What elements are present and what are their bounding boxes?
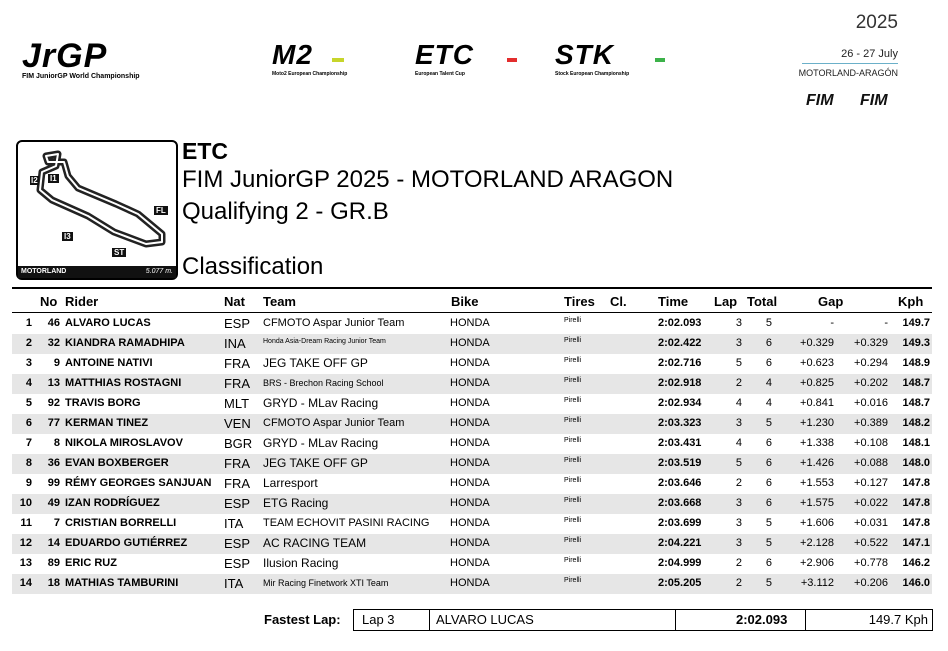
cell-nation: MLT	[224, 396, 250, 411]
cell-bike: HONDA	[450, 337, 490, 349]
cell-gap-leader: -	[830, 317, 834, 329]
track-map	[16, 140, 178, 280]
m2-logo-sub: Moto2 European Championship	[272, 71, 348, 77]
cell-gap-previous: +0.522	[854, 537, 888, 549]
event-circuit: MOTORLAND-ARAGÓN	[798, 68, 898, 78]
cell-team: GRYD - MLav Racing	[263, 436, 379, 450]
cell-tires: Pirelli	[564, 337, 582, 344]
cell-gap-previous: -	[884, 317, 888, 329]
sector-label: I3	[64, 232, 71, 241]
table-row	[12, 434, 932, 454]
cell-position: 7	[25, 437, 32, 449]
cell-position: 14	[19, 577, 32, 589]
cell-number: 99	[47, 477, 60, 489]
cell-gap-leader: +0.841	[800, 397, 834, 409]
cell-tires: Pirelli	[564, 397, 582, 404]
cell-number: 7	[53, 517, 60, 529]
cell-gap-leader: +1.606	[800, 517, 834, 529]
cell-bike: HONDA	[450, 517, 490, 529]
etc-logo-text: ETC	[415, 39, 474, 70]
cell-tires: Pirelli	[564, 577, 582, 584]
cell-number: 9	[53, 357, 60, 369]
cell-gap-leader: +0.329	[800, 337, 834, 349]
table-row	[12, 414, 932, 434]
cell-time: 2:04.221	[658, 537, 702, 549]
cell-lap: 3	[735, 417, 742, 429]
col-bike: Bike	[451, 294, 479, 309]
table-row	[12, 334, 932, 354]
cell-gap-previous: +0.389	[854, 417, 888, 429]
cell-nation: FRA	[224, 456, 250, 471]
cell-number: 13	[47, 377, 60, 389]
cell-number: 8	[53, 437, 60, 449]
cell-speed: 147.1	[902, 537, 930, 549]
col-cl: Cl.	[610, 294, 627, 309]
table-row	[12, 314, 932, 334]
m2-accent	[332, 58, 344, 62]
sector-label: I2	[31, 176, 38, 185]
cell-nation: ESP	[224, 316, 251, 331]
cell-position: 9	[25, 477, 32, 489]
cell-rider: ERIC RUZ	[65, 557, 117, 569]
map-circuit-name: MOTORLAND	[21, 268, 67, 275]
cell-lap: 3	[735, 497, 742, 509]
session-title: Qualifying 2 - GR.B	[182, 198, 389, 225]
stk-logo-sub: Stock European Championship	[555, 71, 630, 77]
cell-gap-previous: +0.206	[854, 577, 888, 589]
cell-tires: Pirelli	[564, 517, 582, 524]
cell-gap-leader: +1.230	[800, 417, 834, 429]
classification-title: Classification	[182, 253, 324, 280]
cell-tires: Pirelli	[564, 497, 582, 504]
map-length: 5.077 m.	[145, 268, 173, 275]
cell-team: JEG TAKE OFF GP	[263, 456, 368, 470]
header-rule	[802, 63, 898, 64]
cell-number: 46	[47, 317, 60, 329]
cell-time: 2:05.205	[658, 577, 702, 589]
cell-lap: 2	[735, 477, 742, 489]
cell-total: 6	[765, 497, 772, 509]
cell-time: 2:03.323	[658, 417, 702, 429]
table-header-rule	[12, 312, 932, 313]
col-tires: Tires	[564, 294, 595, 309]
cell-time: 2:02.918	[658, 377, 702, 389]
fastest-lap-label: Fastest Lap:	[264, 612, 341, 627]
cell-number: 18	[47, 577, 60, 589]
table-row	[12, 554, 932, 574]
cell-gap-leader: +1.575	[800, 497, 834, 509]
cell-time: 2:03.668	[658, 497, 702, 509]
cell-team: Honda Asia-Dream Racing Junior Team	[263, 338, 386, 345]
cell-number: 14	[47, 537, 60, 549]
cup-title: ETC	[182, 138, 228, 164]
cell-lap: 5	[735, 457, 742, 469]
cell-rider: ANTOINE NATIVI	[65, 357, 153, 369]
fastest-lap-speed: 149.7 Kph	[868, 612, 928, 627]
cell-nation: FRA	[224, 356, 250, 371]
cell-bike: HONDA	[450, 457, 490, 469]
cell-gap-leader: +0.623	[800, 357, 834, 369]
cell-time: 2:03.519	[658, 457, 702, 469]
fastest-lap-box	[353, 609, 933, 631]
cell-speed: 149.7	[902, 317, 930, 329]
cell-tires: Pirelli	[564, 477, 582, 484]
cell-number: 77	[47, 417, 60, 429]
cell-gap-leader: +2.128	[800, 537, 834, 549]
cell-team: TEAM ECHOVIT PASINI RACING	[263, 517, 430, 529]
fim-europe-logo: FIM	[860, 92, 888, 109]
cell-speed: 148.7	[902, 397, 930, 409]
fastest-lap-number: Lap 3	[362, 612, 395, 627]
cell-position: 3	[25, 357, 32, 369]
cell-team: Mir Racing Finetwork XTI Team	[263, 578, 389, 588]
cell-speed: 147.8	[902, 477, 930, 489]
cell-rider: MATHIAS TAMBURINI	[65, 577, 179, 589]
cell-rider: NIKOLA MIROSLAVOV	[65, 437, 183, 449]
col-lap: Lap	[714, 294, 738, 309]
cell-number: 92	[47, 397, 60, 409]
cell-nation: VEN	[224, 416, 251, 431]
cell-speed: 148.2	[902, 417, 930, 429]
cell-bike: HONDA	[450, 557, 490, 569]
cell-bike: HONDA	[450, 477, 490, 489]
cell-total: 5	[765, 517, 772, 529]
cell-gap-previous: +0.202	[854, 377, 888, 389]
table-row	[12, 574, 932, 594]
col-team: Team	[263, 294, 296, 309]
cell-lap: 2	[735, 557, 742, 569]
cell-tires: Pirelli	[564, 417, 582, 424]
cell-rider: EDUARDO GUTIÉRREZ	[65, 537, 188, 549]
col-rider: Rider	[65, 294, 99, 309]
cell-speed: 148.9	[902, 357, 930, 369]
m2-logo	[272, 39, 382, 77]
cell-nation: FRA	[224, 476, 250, 491]
cell-rider: RÉMY GEORGES SANJUAN	[65, 477, 212, 489]
cell-lap: 5	[735, 357, 742, 369]
cell-lap: 4	[735, 437, 742, 449]
cell-gap-previous: +0.088	[854, 457, 888, 469]
cell-lap: 2	[735, 577, 742, 589]
cell-speed: 148.7	[902, 377, 930, 389]
cell-rider: CRISTIAN BORRELLI	[65, 517, 177, 529]
cell-bike: HONDA	[450, 577, 490, 589]
cell-team: CFMOTO Aspar Junior Team	[263, 417, 405, 429]
fastest-lap-time: 2:02.093	[736, 612, 788, 627]
col-gap: Gap	[818, 294, 844, 309]
cell-total: 4	[765, 397, 772, 409]
cell-gap-previous: +0.127	[854, 477, 888, 489]
cell-lap: 3	[735, 517, 742, 529]
col-kph: Kph	[898, 294, 924, 309]
cell-position: 11	[20, 517, 32, 529]
cell-total: 4	[765, 377, 772, 389]
cell-team: CFMOTO Aspar Junior Team	[263, 317, 405, 329]
cell-gap-previous: +0.016	[854, 397, 888, 409]
cell-number: 36	[47, 457, 60, 469]
cell-rider: EVAN BOXBERGER	[65, 457, 169, 469]
cell-speed: 148.1	[902, 437, 930, 449]
cell-position: 8	[25, 457, 32, 469]
cell-total: 5	[765, 417, 772, 429]
cell-team: JEG TAKE OFF GP	[263, 356, 368, 370]
table-row	[12, 354, 932, 374]
cell-team: GRYD - MLav Racing	[263, 396, 379, 410]
cell-position: 12	[19, 537, 32, 549]
cell-tires: Pirelli	[564, 457, 582, 464]
event-dates: 26 - 27 July	[841, 48, 898, 60]
cell-gap-leader: +1.553	[800, 477, 834, 489]
cell-nation: ITA	[224, 576, 244, 591]
col-no: No	[40, 294, 58, 309]
fastest-lap-divider	[429, 610, 430, 630]
cell-team: ETG Racing	[263, 496, 329, 510]
cell-rider: KIANDRA RAMADHIPA	[65, 337, 185, 349]
cell-time: 2:02.093	[658, 317, 702, 329]
sector-label: ST	[114, 248, 125, 257]
cell-bike: HONDA	[450, 397, 490, 409]
col-total: Total	[747, 294, 778, 309]
cell-position: 2	[25, 337, 32, 349]
cell-total: 5	[765, 317, 772, 329]
cell-rider: IZAN RODRÍGUEZ	[65, 497, 160, 509]
stk-logo	[555, 39, 675, 77]
cell-time: 2:02.716	[658, 357, 702, 369]
cell-speed: 147.8	[902, 517, 930, 529]
cell-rider: KERMAN TINEZ	[65, 417, 149, 429]
cell-team: Larresport	[263, 476, 318, 490]
cell-gap-leader: +1.426	[800, 457, 834, 469]
cell-number: 32	[47, 337, 60, 349]
cell-nation: ESP	[224, 496, 251, 511]
table-top-rule	[12, 287, 932, 289]
etc-accent	[507, 58, 517, 62]
cell-team: AC RACING TEAM	[263, 536, 367, 550]
stk-logo-text: STK	[555, 39, 614, 70]
fastest-lap-divider	[675, 610, 676, 630]
cell-gap-previous: +0.108	[854, 437, 888, 449]
table-header	[12, 294, 932, 312]
jrgp-logo	[22, 37, 202, 80]
table-row	[12, 374, 932, 394]
cell-gap-previous: +0.778	[854, 557, 888, 569]
cell-total: 6	[765, 457, 772, 469]
table-row	[12, 494, 932, 514]
cell-tires: Pirelli	[564, 557, 582, 564]
fastest-lap-rider: ALVARO LUCAS	[436, 612, 534, 627]
cell-gap-leader: +2.906	[800, 557, 834, 569]
etc-logo-sub: European Talent Cup	[415, 71, 465, 77]
cell-time: 2:03.646	[658, 477, 702, 489]
cell-total: 6	[765, 437, 772, 449]
cell-number: 49	[47, 497, 60, 509]
cell-position: 13	[19, 557, 32, 569]
event-year: 2025	[855, 12, 898, 33]
cell-nation: ESP	[224, 536, 251, 551]
m2-logo-text: M2	[272, 39, 313, 70]
etc-logo	[415, 39, 525, 77]
cell-nation: INA	[224, 336, 246, 351]
cell-total: 5	[765, 537, 772, 549]
cell-tires: Pirelli	[564, 377, 582, 384]
track-outline-icon	[18, 142, 176, 264]
event-title: FIM JuniorGP 2025 - MOTORLAND ARAGON	[182, 166, 674, 193]
cell-position: 6	[25, 417, 32, 429]
col-time: Time	[658, 294, 689, 309]
cell-speed: 146.0	[902, 577, 930, 589]
cell-bike: HONDA	[450, 437, 490, 449]
cell-lap: 3	[735, 537, 742, 549]
cell-lap: 2	[735, 377, 742, 389]
cell-position: 4	[25, 377, 32, 389]
cell-time: 2:03.699	[658, 517, 702, 529]
cell-team: Ilusion Racing	[263, 556, 339, 570]
sector-label: I1	[50, 174, 57, 183]
cell-time: 2:02.422	[658, 337, 702, 349]
cell-lap: 3	[735, 317, 742, 329]
col-nat: Nat	[224, 294, 245, 309]
cell-bike: HONDA	[450, 417, 490, 429]
cell-gap-previous: +0.022	[854, 497, 888, 509]
cell-speed: 147.8	[902, 497, 930, 509]
jrgp-logo-text: JrGP	[22, 37, 108, 75]
cell-speed: 148.0	[902, 457, 930, 469]
table-row	[12, 394, 932, 414]
cell-number: 89	[47, 557, 60, 569]
table-row	[12, 514, 932, 534]
cell-bike: HONDA	[450, 537, 490, 549]
map-footer	[18, 266, 176, 278]
cell-tires: Pirelli	[564, 437, 582, 444]
cell-bike: HONDA	[450, 377, 490, 389]
cell-position: 1	[25, 317, 32, 329]
cell-gap-previous: +0.294	[854, 357, 888, 369]
cell-gap-leader: +3.112	[800, 577, 834, 589]
table-row	[12, 534, 932, 554]
table-row	[12, 474, 932, 494]
cell-lap: 4	[735, 397, 742, 409]
cell-gap-leader: +0.825	[800, 377, 834, 389]
cell-total: 6	[765, 337, 772, 349]
cell-total: 5	[765, 577, 772, 589]
table-row	[12, 454, 932, 474]
cell-gap-previous: +0.329	[854, 337, 888, 349]
sector-label: FL	[156, 206, 166, 215]
fastest-lap-divider	[805, 610, 806, 630]
cell-bike: HONDA	[450, 357, 490, 369]
cell-tires: Pirelli	[564, 537, 582, 544]
cell-total: 6	[765, 477, 772, 489]
cell-rider: MATTHIAS ROSTAGNI	[65, 377, 182, 389]
cell-rider: ALVARO LUCAS	[65, 317, 151, 329]
stk-accent	[655, 58, 665, 62]
cell-time: 2:04.999	[658, 557, 702, 569]
cell-lap: 3	[735, 337, 742, 349]
cell-nation: ESP	[224, 556, 251, 571]
cell-gap-leader: +1.338	[800, 437, 834, 449]
jrgp-logo-sub: FIM JuniorGP World Championship	[22, 73, 140, 80]
cell-gap-previous: +0.031	[854, 517, 888, 529]
cell-bike: HONDA	[450, 317, 490, 329]
cell-nation: BGR	[224, 436, 253, 451]
cell-time: 2:03.431	[658, 437, 702, 449]
cell-time: 2:02.934	[658, 397, 702, 409]
cell-tires: Pirelli	[564, 357, 582, 364]
cell-speed: 146.2	[902, 557, 930, 569]
cell-total: 6	[765, 557, 772, 569]
cell-nation: FRA	[224, 376, 250, 391]
fim-logo: FIM	[806, 92, 834, 109]
cell-nation: ITA	[224, 516, 244, 531]
cell-position: 10	[19, 497, 32, 509]
cell-speed: 149.3	[902, 337, 930, 349]
cell-bike: HONDA	[450, 497, 490, 509]
cell-team: BRS - Brechon Racing School	[263, 378, 384, 388]
cell-total: 6	[765, 357, 772, 369]
cell-rider: TRAVIS BORG	[65, 397, 141, 409]
cell-position: 5	[25, 397, 32, 409]
cell-tires: Pirelli	[564, 317, 582, 324]
